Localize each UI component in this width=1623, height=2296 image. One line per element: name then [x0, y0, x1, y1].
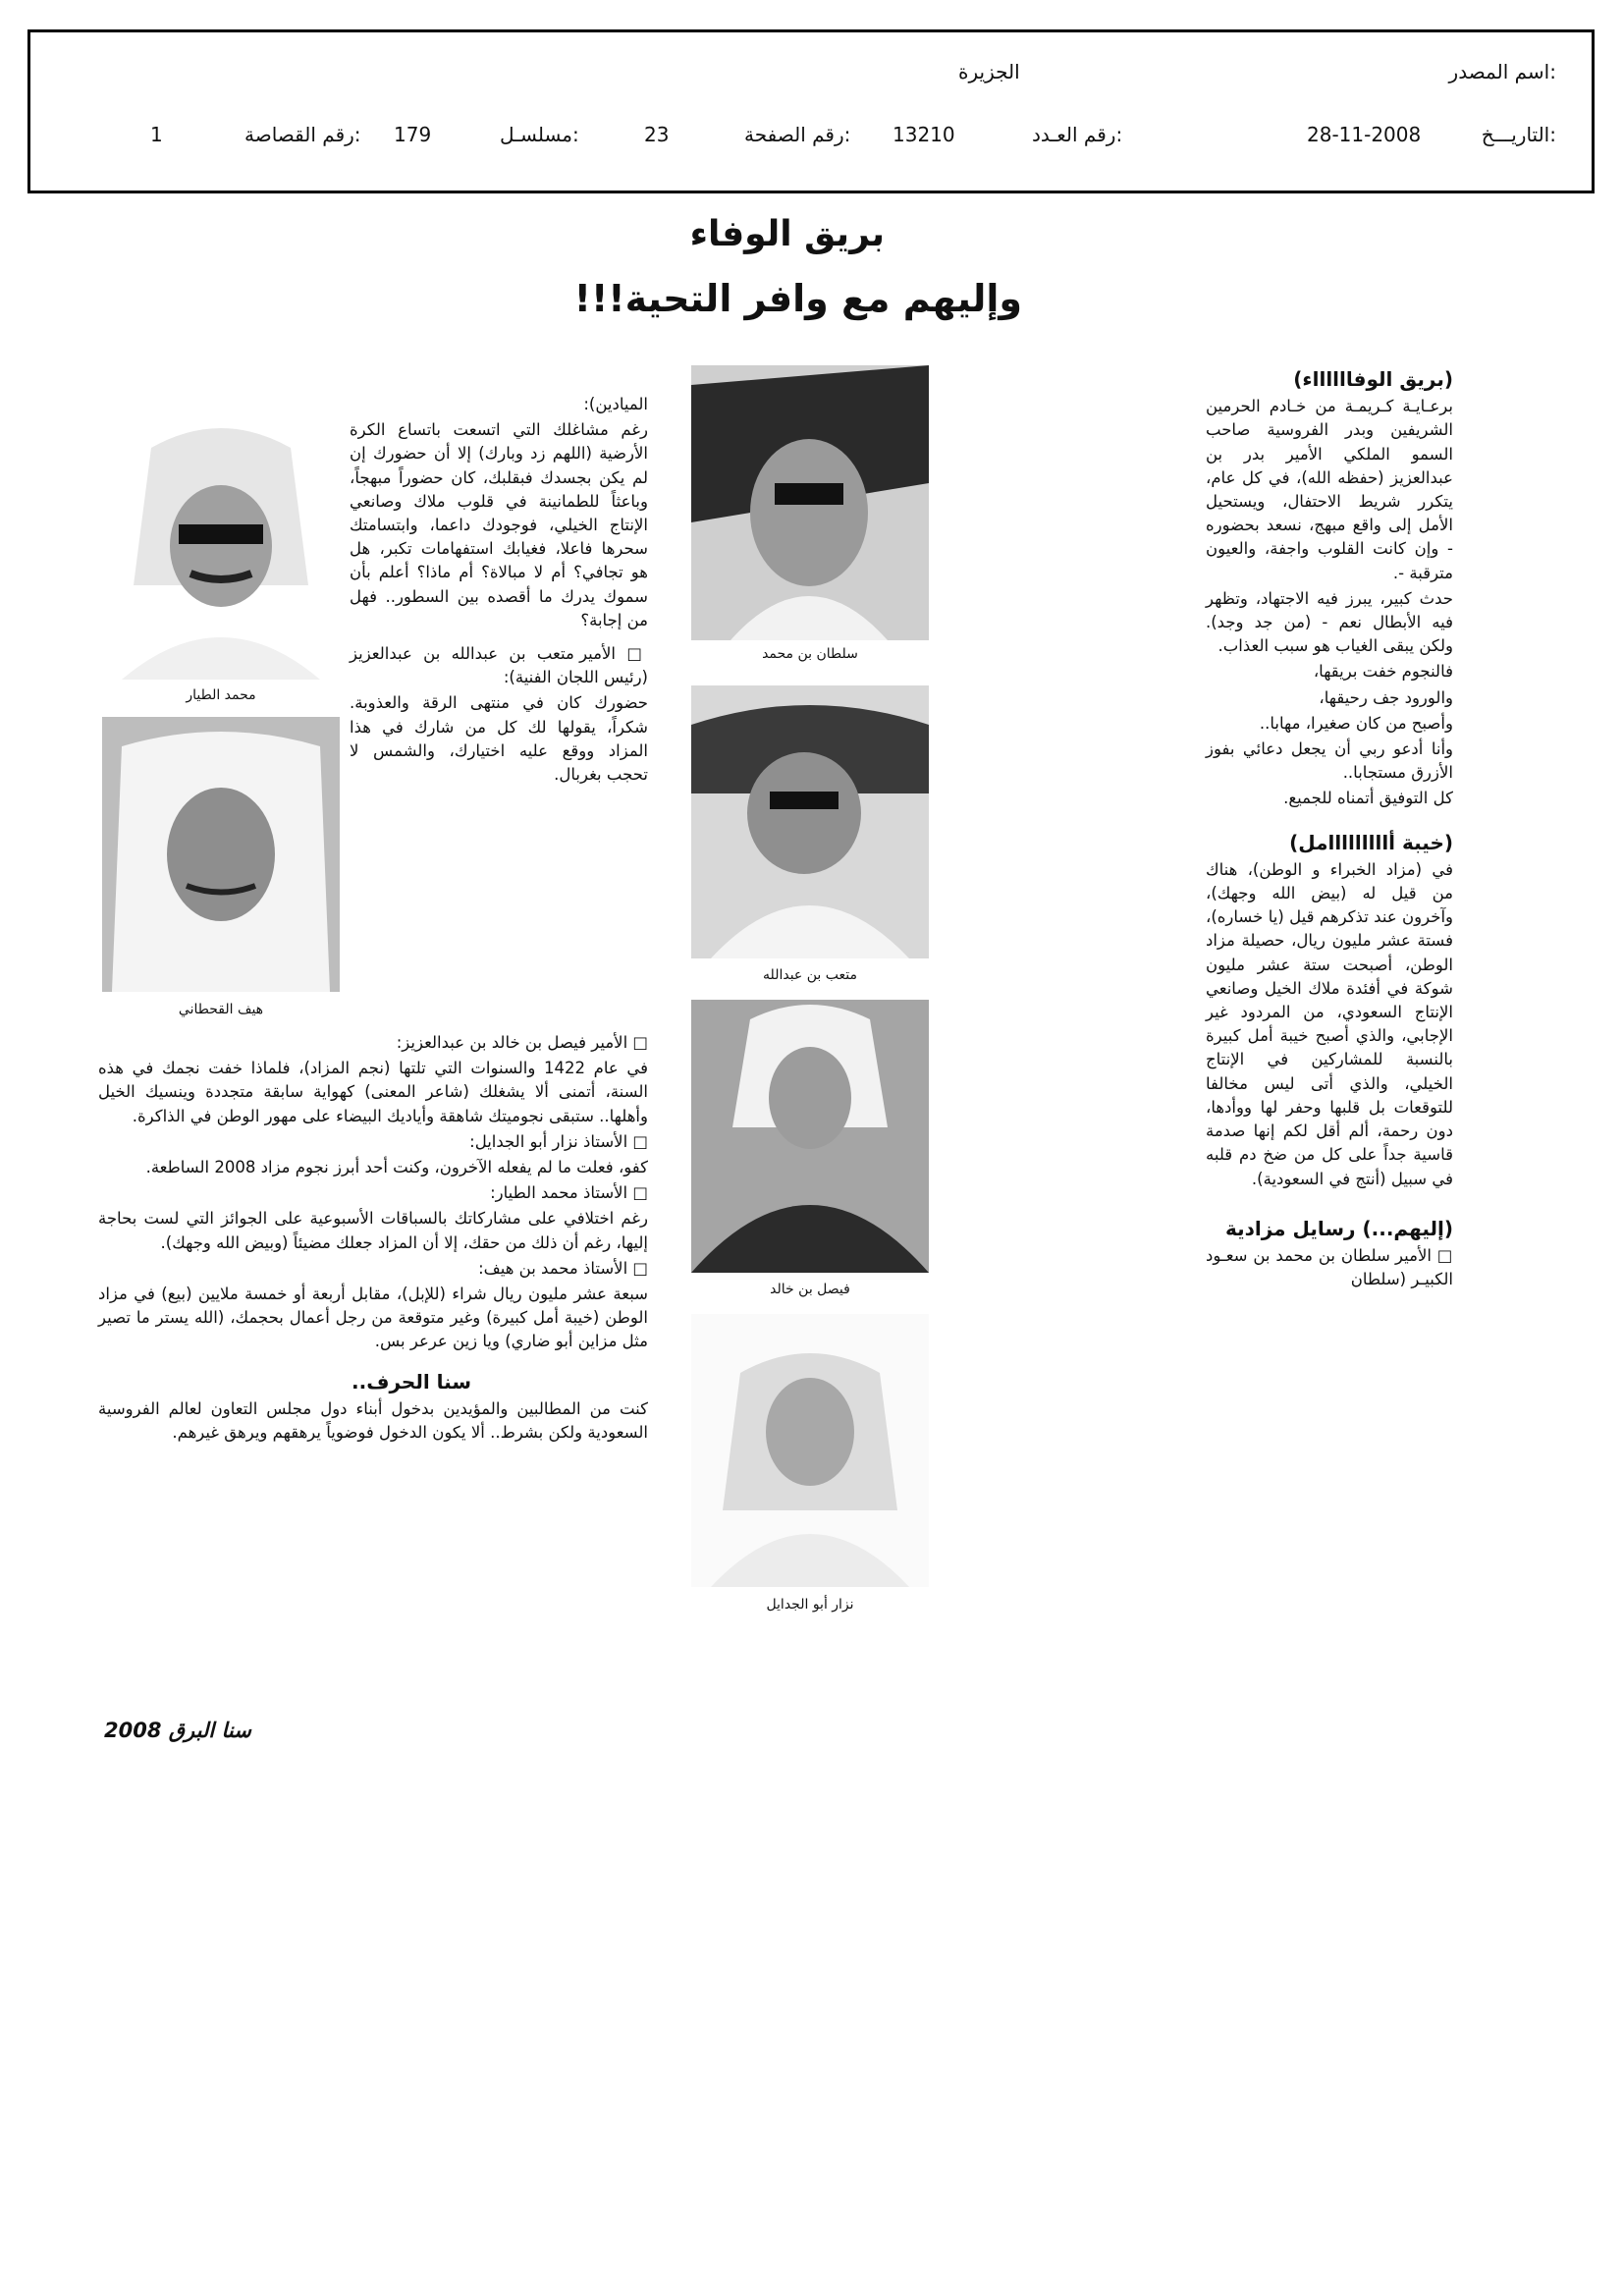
page-label: رقم الصفحة: [744, 123, 851, 146]
date-value: 28-11-2008 [1307, 123, 1422, 146]
section-title-1: (بريق الوفااااااء) [1293, 367, 1453, 391]
item-heading: □ الأستاذ محمد بن هيف: [98, 1257, 648, 1281]
item-heading: □ الأستاذ محمد الطيار: [98, 1181, 648, 1205]
left-column-upper [350, 393, 648, 789]
clipping-header [27, 29, 1595, 193]
serial-value: 179 [394, 123, 432, 146]
paragraph: □ الأمير سلطان بن محمد بن سعـود الكبيـر (سلطان [1206, 1244, 1453, 1291]
paragraph: كل التوفيق أتمناه للجميع. [1283, 789, 1453, 808]
signature: سنا البرق 2008 [104, 1719, 251, 1742]
caption-photo5: محمد الطيار [186, 687, 256, 703]
clip-value: 1 [150, 123, 163, 146]
photo-mohammed-altayyar [102, 409, 340, 680]
paragraph: في (مزاد الخبراء و الوطن)، هناك من قيل له (بيض الله وجهك)، وآخرون عند تذكرهم قيل (يا خساره)، فستة عشر مليون ريال، حصيلة مزاد الوطن، أصبحت ستة عشر مليون شوكة في أفئدة ملاك الخيل وصانعي الإنتاج السعودي، من المردود غير الإجابي، والذي أصبح خيبة أمل كبيرة بالنسبة للمشاركين في الإنتاج الخيلي، والذي أتى ليس مخالفا للتوقعات بل قلبها وحفر لها ووأدها، دون رحمة، ألم أقل لكم إنها صدمة قاسية جداً على كل من ضخ دم قلبه في سبيل (أنتج في السعودية). [1206, 859, 1453, 1188]
item-text: كفو، فعلت ما لم يفعله الآخرون، وكنت أحد أبرز نجوم مزاد 2008 الساطعة. [145, 1158, 648, 1177]
photo-miteb-bin-abdullah [691, 685, 929, 958]
serial-label: مسلسـل: [500, 123, 579, 146]
photo-haif-alqahtani [102, 717, 340, 992]
right-column [1206, 361, 1453, 1293]
caption-photo3: فيصل بن خالد [770, 1282, 850, 1297]
item-heading: □ الأمير فيصل بن خالد بن عبدالعزيز: [98, 1031, 648, 1055]
photo-sultan-bin-mohammed [691, 365, 929, 640]
left-column-lower [98, 1031, 648, 1447]
date-label: التاريـــخ: [1481, 123, 1556, 146]
paragraph: حدث كبير، يبرز فيه الاجتهاد، وتظهر فيه الأبطال نعم - (من جد وجد). ولكن يبقى الغياب هو سبب العذاب. [1206, 588, 1453, 656]
headline-line1: بريق الوفاء [689, 214, 885, 254]
item-text: رغم اختلافي على مشاركاتك بالسباقات الأسبوعية على الجوائز التي لست بحاجة إليها، رغم أن ذلك من حقك، إلا أن المزاد جعلك مضيئاً (وبيض الله وجهك). [98, 1209, 648, 1252]
issue-label: رقم العـدد: [1032, 123, 1123, 146]
section-title-3: (إليهم...) رسايل مزادية [1224, 1216, 1453, 1240]
paragraph: فالنجوم خفت بريقها، [1313, 662, 1453, 682]
source-label: اسم المصدر: [1448, 60, 1556, 83]
section-title-2: (خيبة أااااااااامل) [1289, 830, 1453, 854]
caption-photo4: نزار أبو الجدايل [766, 1597, 854, 1613]
paragraph: وأصبح من كان صغيرا، مهابا.. [1259, 713, 1453, 733]
issue-value: 13210 [893, 123, 955, 146]
caption-photo6: هيف القحطاني [178, 1002, 264, 1017]
item-text: سبعة عشر مليون ريال شراء (للإبل)، مقابل أربعة أو خمسة ملايين (بيع) في مزاد الوطن (خيبة أمل كبيرة) وغير متوقعة من رجل أعمال بحجمك، (الله يستر ما تصير مثل مزاين أبو ضاري) ويا زين عرعر بس. [98, 1285, 648, 1351]
item-heading: □ الأستاذ نزار أبو الجدايل: [98, 1130, 648, 1154]
photo-faisal-bin-khalid [691, 1000, 929, 1273]
paragraph: والورود جف رحيقها، [1319, 687, 1453, 707]
clip-label: رقم القصاصة: [244, 123, 361, 146]
headline-line2: وإليهم مع وافر التحية!!! [573, 277, 1022, 320]
caption-photo1: سلطان بن محمد [762, 646, 858, 662]
item-heading: □ الأمير متعب بن عبدالله بن عبدالعزيز (رئيس اللجان الفنية): [350, 642, 648, 689]
paragraph: وأنا أدعو ربي أن يجعل دعائي بفوز الأزرق مستجابا.. [1206, 739, 1453, 783]
page-value: 23 [644, 123, 670, 146]
photo-nizar-abu-aljadayel [691, 1314, 929, 1587]
item-text: في عام 1422 والسنوات التي تلتها (نجم المزاد)، فلماذا خفت نجمك في هذه السنة، أتمنى ألا يشغلك (شاعر المعنى) كهواية سابقة متجددة وينسيك الخيل وأهلها.. ستبقى نجوميتك شاهقة وأياديك البيضاء على مهور الوطن في الذاكرة. [98, 1059, 649, 1125]
paragraph: برعـايـة كـريمـة من خـادم الحرمين الشريفين وبدر الفروسية صاحب السمو الملكي الأمير بدر بن عبدالعزيز (حفظه الله)، في كل عام، يتكرر شريط الاحتفال، ويستحيل الأمل إلى واقع مبهج، نسعد بحضوره - وإن كانت القلوب واجفة، والعيون مترقبة -. [1206, 397, 1453, 582]
paragraph: الميادين): [583, 395, 648, 413]
item-text: حضورك كان في منتهى الرقة والعذوبة. شكراً، يقولها لك كل من شارك في هذا المزاد ووقع عليه اختيارك، والشمس لا تحجب بغربال. [350, 693, 648, 785]
closing-text: كنت من المطالبين والمؤيدين بدخول أبناء دول مجلس التعاون لعالم الفروسية السعودية ولكن بشرط.. ألا يكون الدخول فوضوياً يرهقهم ويرهق غيرهم. [98, 1398, 648, 1443]
closing-title: سنا الحرف.. [352, 1369, 471, 1394]
paragraph: رغم مشاغلك التي اتسعت باتساع الكرة الأرضية (اللهم زد وبارك) إلا أن حضورك إن لم يكن بجسدك فبقلبك، كان حضوراً مبهجاً، وباعثاً للطمانينة في قلوب ملاك وصانعي الإنتاج الخيلي، فوجودك داعما، وابتسامتك سحرها فاعلا، فغيابك استفهامات تكبر، هل هو تجافي؟ أم لا مبالاة؟ أم ماذا؟ أعلم بأن سموك يدرك ما أقصده بين السطور.. فهل من إجابة؟ [350, 420, 648, 629]
caption-photo2: متعب بن عبدالله [763, 967, 857, 983]
source-value: الجزيرة [958, 60, 1020, 83]
